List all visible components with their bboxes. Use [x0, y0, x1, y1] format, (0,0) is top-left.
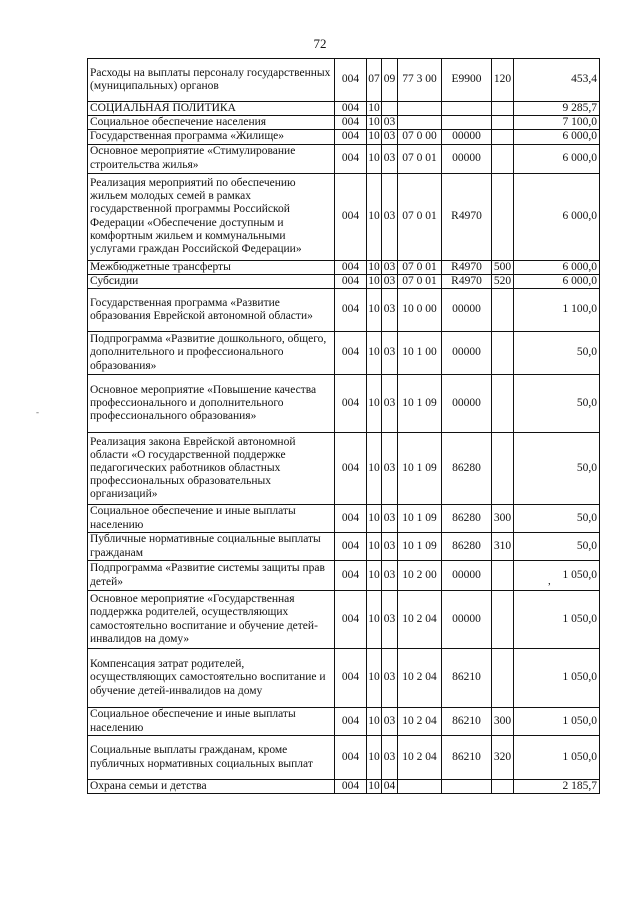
- row-ved-code: 004: [335, 260, 367, 274]
- page-number: 72: [313, 36, 327, 51]
- row-amount: 2 185,7: [514, 780, 600, 794]
- row-amount: 6 000,0: [514, 173, 600, 260]
- row-ved-code: 004: [335, 59, 367, 102]
- row-amount: 1 050,0: [514, 561, 600, 591]
- table-row: [88, 332, 600, 375]
- row-name: Государственная программа «Жилище»: [88, 130, 335, 144]
- budget-table: [87, 58, 600, 794]
- row-direction-code: 00000: [442, 375, 492, 433]
- row-subsection-code: 03: [382, 260, 398, 274]
- row-subsection-code: 03: [382, 173, 398, 260]
- comma-mark: ,: [548, 575, 551, 587]
- row-program-code: 10 2 04: [398, 708, 442, 736]
- budget-table-body: [88, 59, 600, 794]
- row-amount: 453,4: [514, 59, 600, 102]
- row-section-code: 10: [368, 130, 380, 143]
- row-expense-type-code: 300: [492, 505, 514, 533]
- row-expense-type-code: [492, 289, 514, 332]
- row-name: Социальное обеспечение и иные выплаты населению: [88, 708, 335, 736]
- row-expense-type-code: [492, 173, 514, 260]
- row-subsection-code: 03: [382, 736, 398, 780]
- row-direction-code: 00000: [442, 289, 492, 332]
- table-row: [88, 561, 600, 591]
- row-section-code: 10: [367, 561, 382, 591]
- row-direction-code: 00000: [442, 561, 492, 591]
- row-amount: 1 050,0: [514, 591, 600, 649]
- row-ved-code: 004: [335, 144, 367, 173]
- row-direction-code: 00000: [442, 591, 492, 649]
- table-row: [88, 375, 600, 433]
- row-name: Социальное обеспечение населения: [88, 116, 335, 130]
- row-expense-type-code: [492, 561, 514, 591]
- row-subsection-code: 03: [382, 130, 398, 144]
- row-ved-code: 004: [335, 130, 367, 144]
- row-name: Реализация мероприятий по обеспечению жильем молодых семей в рамках государственной программы Российской Федерации «Обеспечение доступным и комфортным жильем и коммунальными услугами граждан Российской Федерации»: [88, 173, 335, 260]
- row-name: Социальное обеспечение и иные выплаты населению: [88, 505, 335, 533]
- row-expense-type-code: [492, 591, 514, 649]
- row-expense-type-code: [492, 116, 514, 130]
- row-direction-code: 86280: [442, 505, 492, 533]
- row-amount: 9 285,7: [514, 102, 600, 116]
- row-direction-code: 86210: [442, 708, 492, 736]
- row-subsection-code: 03: [382, 144, 398, 173]
- row-subsection-code: 04: [382, 780, 398, 794]
- row-program-code: 77 3 00: [398, 59, 442, 102]
- row-subsection-code: 03: [382, 591, 398, 649]
- row-subsection-code: 03: [382, 332, 398, 375]
- row-expense-type-code: 520: [492, 274, 514, 288]
- row-direction-code: 86280: [442, 533, 492, 561]
- table-row: [88, 130, 600, 144]
- row-expense-type-code: 500: [492, 260, 514, 274]
- row-name: Публичные нормативные социальные выплаты гражданам: [88, 533, 335, 561]
- table-row: [88, 533, 600, 561]
- row-program-code: [398, 102, 442, 116]
- row-ved-code: 004: [335, 289, 367, 332]
- row-name: Социальные выплаты гражданам, кроме публичных нормативных социальных выплат: [88, 736, 335, 780]
- row-amount: 50,0: [514, 332, 600, 375]
- row-expense-type-code: 300: [492, 708, 514, 736]
- row-program-code: 10 1 09: [398, 533, 442, 561]
- row-expense-type-code: [492, 102, 514, 116]
- row-direction-code: E9900: [442, 59, 492, 102]
- row-section-code: 10: [367, 144, 382, 173]
- row-ved-code: 004: [335, 433, 367, 505]
- stray-mark: -: [36, 407, 39, 417]
- row-name: Компенсация затрат родителей, осуществляющих самостоятельно воспитание и обучение детей-инвалидов на дому: [88, 649, 335, 708]
- table-row: [88, 780, 600, 794]
- row-direction-code: 00000: [442, 144, 492, 173]
- row-program-code: 10 1 09: [398, 505, 442, 533]
- row-amount: 50,0: [514, 433, 600, 505]
- row-program-code: 10 2 00: [398, 561, 442, 591]
- row-program-code: 10 1 09: [398, 433, 442, 505]
- row-amount: 6 000,0: [514, 130, 600, 144]
- row-section-code: 10: [367, 375, 382, 433]
- row-direction-code: [442, 102, 492, 116]
- row-name: Подпрограмма «Развитие дошкольного, общего, дополнительного и профессионального образования»: [88, 332, 335, 375]
- row-program-code: 07 0 01: [398, 274, 442, 288]
- row-program-code: [398, 780, 442, 794]
- row-section-code: 10: [367, 289, 382, 332]
- row-subsection-code: 03: [382, 649, 398, 708]
- row-section-code: 10: [368, 274, 380, 287]
- row-name: Подпрограмма «Развитие системы защиты прав детей»: [88, 561, 335, 591]
- row-direction-code: 00000: [442, 130, 492, 144]
- row-direction-code: [442, 780, 492, 794]
- row-section-code: 10: [367, 736, 382, 780]
- table-row: [88, 260, 600, 274]
- row-ved-code: 004: [335, 780, 367, 794]
- row-name: Расходы на выплаты персоналу государственных (муниципальных) органов: [88, 59, 335, 102]
- table-row: [88, 433, 600, 505]
- table-row: [88, 505, 600, 533]
- row-amount: 6 000,0: [514, 260, 600, 274]
- row-amount: 1 050,0: [514, 736, 600, 780]
- row-ved-code: 004: [335, 533, 367, 561]
- row-program-code: 10 2 04: [398, 649, 442, 708]
- table-row: [88, 708, 600, 736]
- row-amount: 1 050,0: [514, 649, 600, 708]
- row-subsection-code: 03: [382, 533, 398, 561]
- row-section-code: 10: [368, 260, 380, 273]
- row-ved-code: 004: [335, 274, 367, 288]
- row-amount: 50,0: [514, 375, 600, 433]
- row-amount: 1 050,0: [514, 708, 600, 736]
- row-amount: 6 000,0: [514, 144, 600, 173]
- table-row: [88, 289, 600, 332]
- row-amount: 7 100,0: [514, 116, 600, 130]
- row-ved-code: 004: [335, 375, 367, 433]
- row-program-code: [398, 116, 442, 130]
- row-subsection-code: 09: [382, 59, 398, 102]
- row-subsection-code: 03: [382, 505, 398, 533]
- row-section-code: 07: [367, 59, 382, 102]
- row-expense-type-code: [492, 130, 514, 144]
- row-section-code: 10: [367, 708, 382, 736]
- row-program-code: 10 2 04: [398, 591, 442, 649]
- row-expense-type-code: [492, 332, 514, 375]
- row-direction-code: 86210: [442, 736, 492, 780]
- row-subsection-code: [382, 102, 398, 116]
- row-section-code: 10: [368, 780, 380, 793]
- row-section-code: 10: [367, 649, 382, 708]
- row-name: Межбюджетные трансферты: [88, 260, 335, 274]
- table-row: [88, 736, 600, 780]
- row-ved-code: 004: [335, 102, 367, 116]
- row-ved-code: 004: [335, 736, 367, 780]
- row-expense-type-code: [492, 144, 514, 173]
- row-program-code: 07 0 01: [398, 173, 442, 260]
- row-ved-code: 004: [335, 591, 367, 649]
- row-subsection-code: 03: [382, 116, 398, 130]
- table-row: [88, 591, 600, 649]
- row-section-code: 10: [367, 433, 382, 505]
- row-subsection-code: 03: [382, 433, 398, 505]
- row-direction-code: R4970: [442, 173, 492, 260]
- row-program-code: 10 2 04: [398, 736, 442, 780]
- row-direction-code: [442, 116, 492, 130]
- table-row: [88, 173, 600, 260]
- row-section-code: 10: [367, 505, 382, 533]
- row-section-code: 10: [368, 116, 380, 129]
- row-section-code: 10: [367, 533, 382, 561]
- row-section-code: 10: [367, 332, 382, 375]
- row-section-code: 10: [367, 173, 382, 260]
- row-section-code: 10: [367, 591, 382, 649]
- row-ved-code: 004: [335, 332, 367, 375]
- row-ved-code: 004: [335, 505, 367, 533]
- table-row: [88, 116, 600, 130]
- row-name: Основное мероприятие «Стимулирование строительства жилья»: [88, 144, 335, 173]
- row-expense-type-code: 310: [492, 533, 514, 561]
- table-row: [88, 274, 600, 288]
- row-amount: 50,0: [514, 533, 600, 561]
- row-amount: 50,0: [514, 505, 600, 533]
- table-row: [88, 102, 600, 116]
- table-row: [88, 59, 600, 102]
- row-amount: 1 100,0: [514, 289, 600, 332]
- row-program-code: 10 1 00: [398, 332, 442, 375]
- row-subsection-code: 03: [382, 289, 398, 332]
- row-program-code: 07 0 01: [398, 260, 442, 274]
- row-name: Государственная программа «Развитие образования Еврейской автономной области»: [88, 289, 335, 332]
- row-ved-code: 004: [335, 708, 367, 736]
- row-direction-code: R4970: [442, 260, 492, 274]
- row-ved-code: 004: [335, 561, 367, 591]
- row-subsection-code: 03: [382, 561, 398, 591]
- row-expense-type-code: 320: [492, 736, 514, 780]
- row-expense-type-code: [492, 649, 514, 708]
- row-name: Основное мероприятие «Государственная поддержка родителей, осуществляющих самостоятельно воспитание и обучение детей-инвалидов на дому»: [88, 591, 335, 649]
- row-subsection-code: 03: [382, 274, 398, 288]
- row-expense-type-code: [492, 433, 514, 505]
- row-name: Основное мероприятие «Повышение качества профессионального и дополнительного профессионального образования»: [88, 375, 335, 433]
- row-program-code: 10 1 09: [398, 375, 442, 433]
- row-amount: 6 000,0: [514, 274, 600, 288]
- row-direction-code: 00000: [442, 332, 492, 375]
- row-subsection-code: 03: [382, 708, 398, 736]
- row-name: Охрана семьи и детства: [88, 780, 335, 794]
- row-name: Реализация закона Еврейской автономной области «О государственной поддержке педагогических работников областных профессиональных образовательных организаций»: [88, 433, 335, 505]
- row-expense-type-code: [492, 780, 514, 794]
- row-ved-code: 004: [335, 116, 367, 130]
- row-ved-code: 004: [335, 649, 367, 708]
- row-direction-code: 86210: [442, 649, 492, 708]
- row-program-code: 07 0 01: [398, 144, 442, 173]
- row-name: СОЦИАЛЬНАЯ ПОЛИТИКА: [88, 102, 335, 116]
- row-expense-type-code: [492, 375, 514, 433]
- row-direction-code: 86280: [442, 433, 492, 505]
- row-ved-code: 004: [335, 173, 367, 260]
- row-subsection-code: 03: [382, 375, 398, 433]
- row-expense-type-code: 120: [492, 59, 514, 102]
- row-section-code: 10: [368, 102, 380, 114]
- row-program-code: 07 0 00: [398, 130, 442, 144]
- table-row: [88, 649, 600, 708]
- table-row: [88, 144, 600, 173]
- row-direction-code: R4970: [442, 274, 492, 288]
- row-program-code: 10 0 00: [398, 289, 442, 332]
- row-name: Субсидии: [88, 274, 335, 288]
